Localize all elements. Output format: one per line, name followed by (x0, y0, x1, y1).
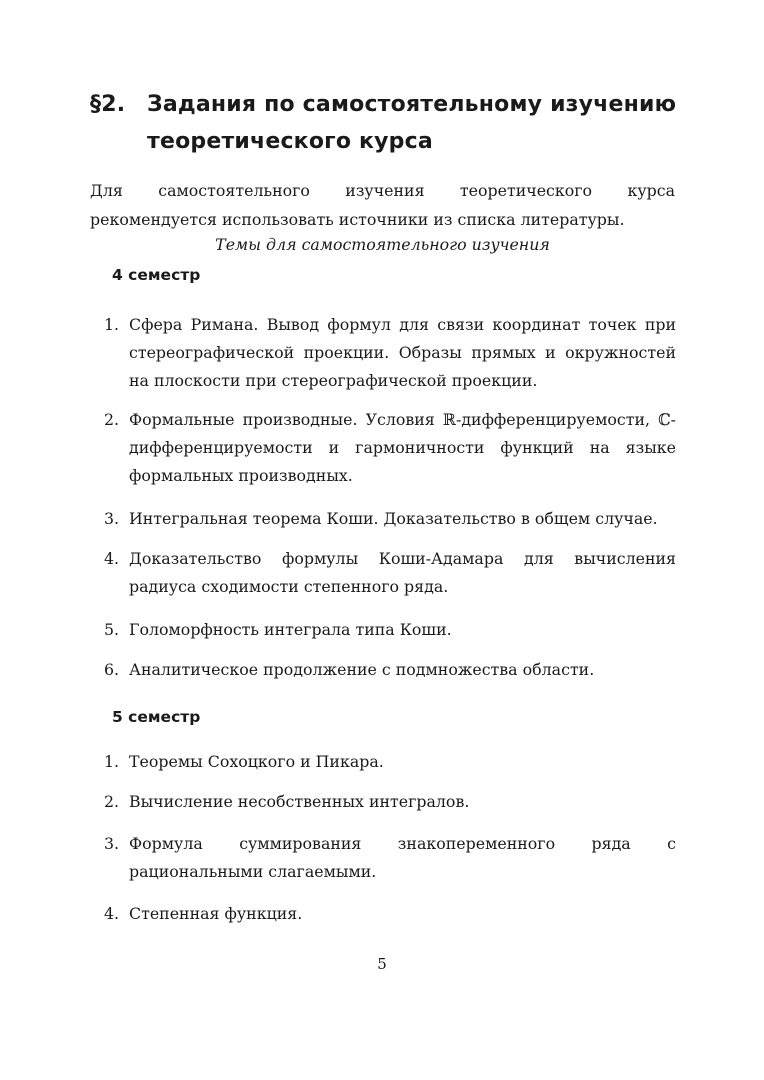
section-number: §2. (90, 92, 126, 117)
list-item-number: 5. (104, 620, 120, 639)
list-item-text: Интегральная теорема Коши. Доказательство в общем случае. (129, 509, 658, 528)
list-item-number: 6. (104, 660, 120, 679)
topics-subheading: Темы для самостоятельного изучения (215, 235, 550, 254)
list-item (104, 748, 676, 776)
list-item (104, 406, 676, 490)
list-item-number: 1. (104, 315, 120, 334)
list-item-text: Доказательство формулы Коши-Адамара для вычисления радиуса сходимости степенного ряда. (129, 549, 676, 596)
semester-5-heading: 5 семестр (112, 708, 201, 726)
list-item-number: 4. (104, 549, 120, 568)
list-item-text: Формальные производные. Условия ℝ-дифференцируемости, ℂ-дифференцируемости и гармоничности функций на языке формальных производных. (129, 410, 676, 485)
section-heading (90, 86, 680, 160)
list-item (104, 788, 676, 816)
list-item-text: Степенная функция. (129, 904, 303, 923)
list-item-number: 4. (104, 904, 120, 923)
list-item (104, 505, 676, 533)
section-title: Задания по самостоятельному изучению теоретического курса (147, 92, 677, 154)
list-item-text: Теоремы Сохоцкого и Пикара. (129, 752, 384, 771)
list-item-number: 3. (104, 509, 120, 528)
list-item (104, 311, 676, 395)
list-item-number: 3. (104, 834, 120, 853)
intro-paragraph: Для самостоятельного изучения теоретического курса рекомендуется использовать источники из списка литературы. (90, 181, 675, 229)
list-item (104, 656, 676, 684)
list-item-text: Сфера Римана. Вывод формул для связи координат точек при стереографической проекции. Образы прямых и окружностей на плоскости при стереографической проекции. (129, 315, 676, 390)
page-number: 5 (377, 955, 387, 973)
list-item (104, 545, 676, 601)
list-item-number: 1. (104, 752, 120, 771)
list-item-number: 2. (104, 410, 120, 429)
list-item-text: Вычисление несобственных интегралов. (129, 792, 470, 811)
list-item-text: Голоморфность интеграла типа Коши. (129, 620, 452, 639)
list-item-text: Аналитическое продолжение с подмножества области. (129, 660, 595, 679)
semester-4-heading: 4 семестр (112, 266, 201, 284)
list-item-text: Формула суммирования знакопеременного ряда с рациональными слагаемыми. (129, 834, 676, 881)
list-item (104, 830, 676, 886)
list-item-number: 2. (104, 792, 120, 811)
list-item (104, 616, 676, 644)
list-item (104, 900, 676, 928)
